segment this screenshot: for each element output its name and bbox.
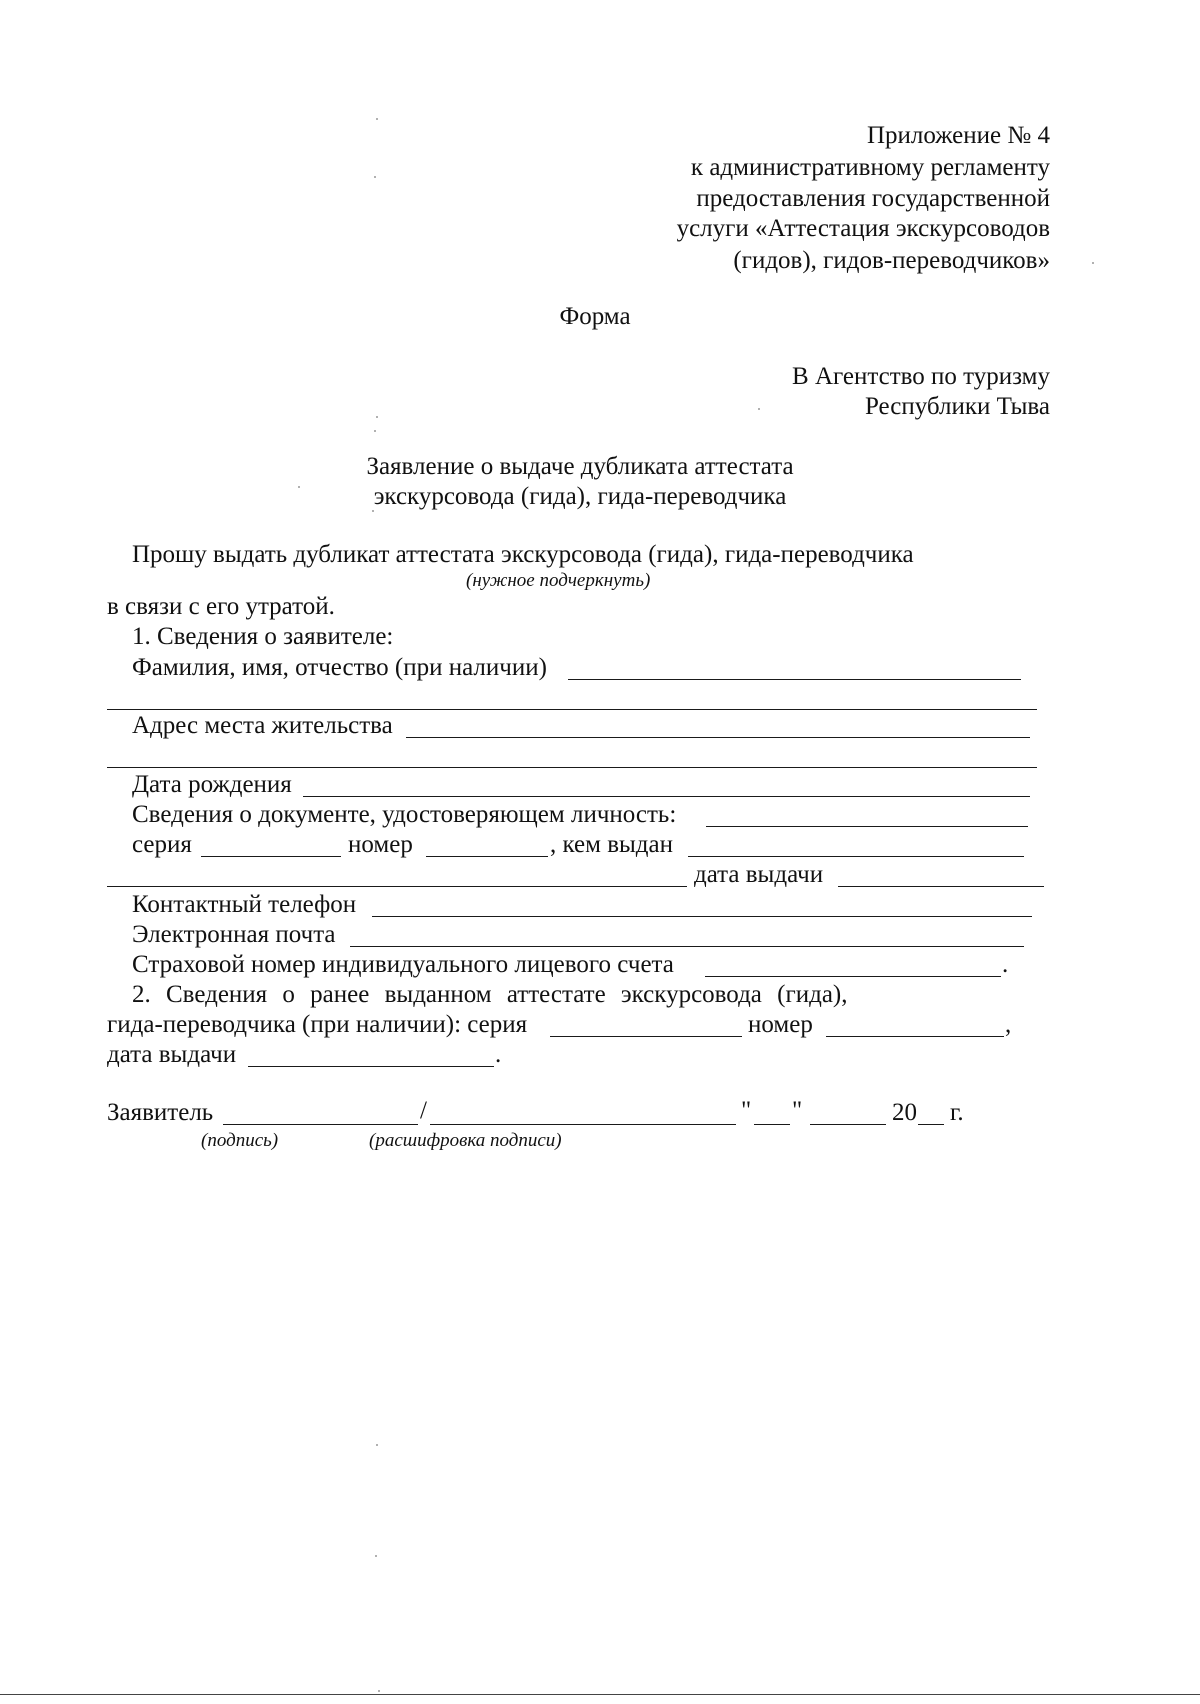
prev-cert-comma: , xyxy=(1005,1011,1012,1038)
scan-speck xyxy=(376,118,378,120)
date-quote-open: " xyxy=(741,1097,752,1124)
appendix-line-5: (гидов), гидов-переводчиков» xyxy=(733,247,1050,274)
appendix-number: Приложение № 4 xyxy=(866,122,1050,149)
section1-heading: 1. Сведения о заявителе: xyxy=(132,623,394,650)
date-year-field[interactable] xyxy=(918,1124,944,1125)
scan-speck xyxy=(1092,262,1094,264)
date-day-field[interactable] xyxy=(754,1124,790,1125)
prev-cert-date-field[interactable] xyxy=(248,1066,494,1067)
signature-decode-field[interactable] xyxy=(430,1124,736,1125)
year-prefix: 20 xyxy=(892,1099,917,1126)
document-title-line-2: экскурсовода (гида), гида-переводчика xyxy=(373,483,787,510)
scan-speck xyxy=(374,430,376,432)
id-series-field[interactable] xyxy=(201,856,341,857)
applicant-label: Заявитель xyxy=(107,1099,214,1126)
addressee-line-1: В Агентство по туризму xyxy=(792,363,1050,390)
birth-date-label: Дата рождения xyxy=(132,771,292,798)
signature-slash: / xyxy=(420,1097,427,1124)
scan-speck xyxy=(374,176,376,178)
year-suffix: г. xyxy=(950,1099,964,1126)
id-number-label: номер xyxy=(348,831,413,858)
phone-label: Контактный телефон xyxy=(132,891,357,918)
email-field[interactable] xyxy=(350,946,1024,947)
request-text: Прошу выдать дубликат аттестата экскурсовода (гида), гида-переводчика xyxy=(132,541,914,568)
snils-field[interactable] xyxy=(705,976,1001,977)
id-series-label: серия xyxy=(132,831,192,858)
date-quote-close: " xyxy=(792,1097,803,1124)
date-month-field[interactable] xyxy=(810,1124,886,1125)
scan-speck xyxy=(372,510,374,512)
signature-hint: (подпись) xyxy=(201,1130,279,1151)
addressee-line-2: Республики Тыва xyxy=(864,393,1050,420)
scan-speck xyxy=(375,1555,377,1557)
signature-field[interactable] xyxy=(223,1124,418,1125)
id-document-label: Сведения о документе, удостоверяющем личность: xyxy=(132,801,677,828)
id-number-field[interactable] xyxy=(426,856,548,857)
appendix-line-3: предоставления государственной xyxy=(696,185,1050,212)
issue-date-label: дата выдачи xyxy=(694,861,824,888)
scan-speck xyxy=(298,486,300,488)
snils-period: . xyxy=(1002,951,1009,978)
signature-decode-hint: (расшифровка подписи) xyxy=(369,1130,562,1151)
scan-speck xyxy=(376,416,378,418)
prev-cert-number-label: номер xyxy=(748,1011,813,1038)
address-field[interactable] xyxy=(406,737,1030,738)
issued-by-field[interactable] xyxy=(688,856,1024,857)
prev-cert-date-period: . xyxy=(495,1041,502,1068)
scan-speck xyxy=(378,1690,380,1692)
section2-heading: 2. Сведения о ранее выданном аттестате экскурсовода (гида), xyxy=(132,981,848,1008)
scan-speck xyxy=(376,1444,378,1446)
prev-cert-series-field[interactable] xyxy=(550,1036,742,1037)
prev-cert-number-field[interactable] xyxy=(826,1036,1004,1037)
fio-label: Фамилия, имя, отчество (при наличии) xyxy=(132,654,547,681)
email-label: Электронная почта xyxy=(132,921,336,948)
snils-label: Страховой номер индивидуального лицевого счета xyxy=(132,951,674,978)
request-reason: в связи с его утратой. xyxy=(107,593,335,620)
scan-speck xyxy=(758,408,760,410)
issue-date-field[interactable] xyxy=(838,886,1044,887)
address-field-continuation[interactable] xyxy=(107,767,1037,768)
issued-by-field-continuation[interactable] xyxy=(107,886,687,887)
prev-cert-series-label: гида-переводчика (при наличии): серия xyxy=(107,1011,528,1038)
prev-cert-date-label: дата выдачи xyxy=(107,1041,237,1068)
form-label: Форма xyxy=(559,303,631,330)
fio-field-continuation[interactable] xyxy=(107,709,1037,710)
issued-by-label: , кем выдан xyxy=(550,831,673,858)
document-title-line-1: Заявление о выдаче дубликата аттестата xyxy=(366,453,794,480)
appendix-line-4: услуги «Аттестация экскурсоводов xyxy=(676,215,1050,242)
address-label: Адрес места жительства xyxy=(132,712,393,739)
id-document-field[interactable] xyxy=(706,826,1028,827)
phone-field[interactable] xyxy=(372,916,1032,917)
request-hint: (нужное подчеркнуть) xyxy=(466,570,651,591)
fio-field[interactable] xyxy=(568,679,1021,680)
appendix-line-2: к административному регламенту xyxy=(690,154,1050,181)
birth-date-field[interactable] xyxy=(303,796,1030,797)
scan-bottom-edge xyxy=(0,1694,1200,1695)
